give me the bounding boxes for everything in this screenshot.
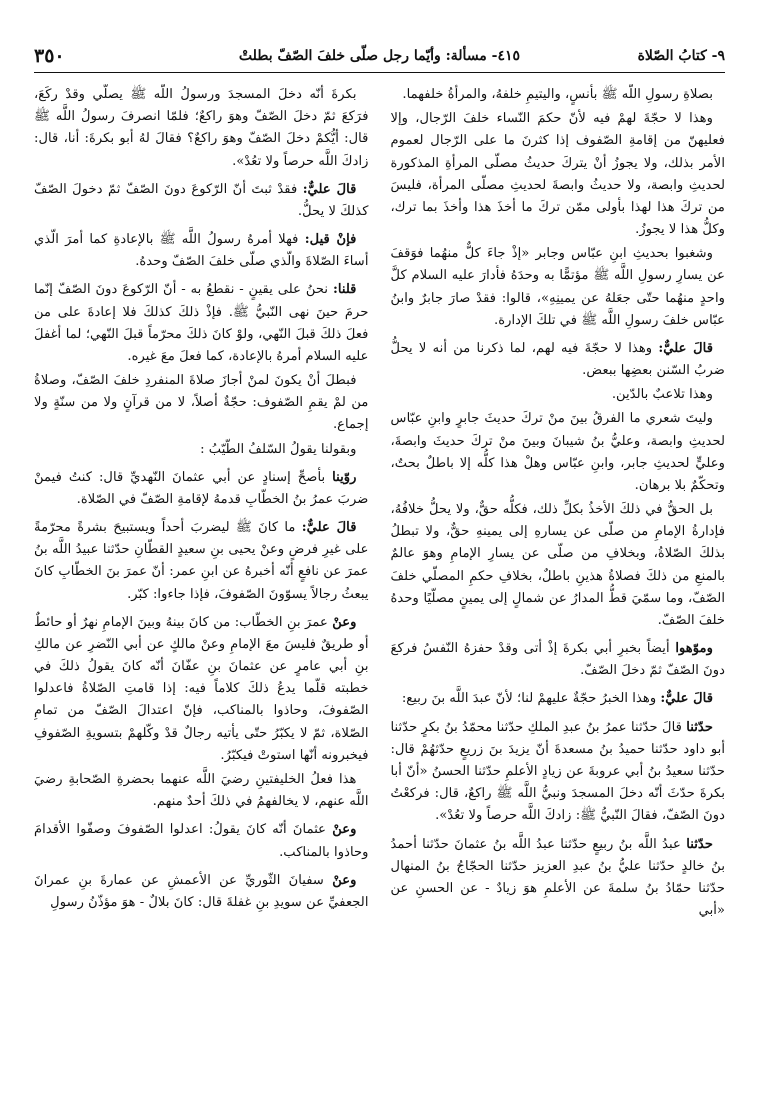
paragraph [391, 384, 726, 406]
paragraph-text: بصلاةِ رسولِ اللَّه ﷺ بأنسٍ، واليتيمِ خلفهُ، والمرأةُ خلفهما. [402, 87, 713, 102]
left-column [34, 84, 369, 1099]
paragraph-text: وشغبوا بحديثِ ابنِ عبّاس وجابر «إذْ جاءَ كلٌّ منهُما فوَقفَ عن يسارِ رسولِ اللَّه ﷺ مؤتمًّا به وحدَهُ فأدارَ عليه السلام كلَّ واحدٍ منهُما حتّى جعَلهُ عن يمينِهِ»، قالوا: فقدْ صارَ جابرٌ وابنُ عبّاس خلفَ رسولِ اللَّه ﷺ في تلكَ الإدارة. [390, 246, 725, 328]
paragraph [391, 338, 726, 382]
right-column [391, 84, 726, 1099]
paragraph-lead: وعنْ [332, 614, 357, 630]
issue-title: ٤١٥- مسألة: وأيّما رجل صلّى خلفَ الصّفّ بطلتْ [238, 48, 521, 64]
paragraph-text: وهذا لا حجّةَ لهمْ فيه لأنّ حكمَ النّساء خلفَ الرّجال، وإلا فعليهنّ من إقامةِ الصّفوف إذا كثرنَ ما على الرّجال لعموم الأمر بذلك، ولا يجوزُ أنْ يتركَ حديثُ مصلّى المرأةِ المذكورة لحديثِ وابصة، ولا حديثُ وابصةَ لحديثِ مصلّى المرأة، فليسَ من تركَ هذا لهذا بأولى ممّن تركَ ما أخذَ هذا وأخذَ بما ترك، وكلُّ هذا لا يجوزُ. [390, 111, 725, 238]
paragraph [391, 84, 726, 106]
paragraph [34, 179, 369, 223]
paragraph [34, 870, 369, 914]
paragraph-text: فهلا أمرهُ رسولُ اللَّه ﷺ بالإعادةِ كما أمرَ الّذي أساءَ الصّلاةَ والّذي صلّى خلفَ الصّفّ وحدهُ. [34, 232, 369, 270]
paragraph-text: عبدُ اللَّه بنُ ربيعٍ حدّثنا عبدُ اللَّه بنُ عثمانَ حدّثنا أحمدُ بنُ خالدٍ حدّثنا عليُّ بنُ عبدِ العزيز حدّثنا الحجّاجُ بنُ المنهال حدّثنا حمّادُ بنُ سلمةَ عن الأعلمِ هوَ زيادٌ - عن الحسنِ عن «أبي [390, 836, 725, 919]
paragraph-text: بكرةَ أنّه دخلَ المسجدَ ورسولُ اللَّه ﷺ يصلّي وقدْ ركَعَ، فرَكعَ ثمّ دخلَ الصّفّ وهوَ راكعٌ؛ فلمّا انصرفَ رسولُ اللَّه ﷺ قال: أيُّكمْ دخلَ الصّفّ وهوَ راكعٌ؟ فقالَ لهُ أبو بكرةَ: أنا، قال: زادكَ اللَّه حرصاً ولا تعُدْ». [34, 87, 369, 169]
paragraph-text: نحنُ على يقينٍ - نقطعُ به - أنّ الرّكوعَ دونَ الصّفّ إنّما حرمَ حينَ نهى النّبيُّ ﷺ. فإذْ ذلكَ كذلكَ فلا إعادةَ على من فعلَ ذلكَ قبلَ النّهي، ولوْ كانَ ذلكَ محرّماً قبلَ النّهي؛ لما أغفلَ عليه السلام أمرهُ بالإعادة، كما فعلَ معَ غيره. [34, 282, 369, 364]
paragraph [391, 688, 726, 710]
paragraph [391, 638, 726, 682]
paragraph [34, 819, 369, 863]
paragraph-text: عمرَ بنِ الخطّاب: من كانَ بينهُ وبينَ الإمامِ نهرٌ أو حائطٌ أو طريقٌ فليسَ معَ الإمامِ وعنْ مالكٍ عن أبي النّضرِ عن مالكِ بنِ أبي عامرٍ عن عثمانَ بنِ عفّانَ أنّه كانَ يقولُ ذلكَ في خطبته قلّما يدعُ ذلكَ كلاماً فيه: إذا قامتِ الصّلاةُ فاعدلوا الصّفوفَ، وحاذوا بالمناكب، فإنّ اعتدالَ الصّفّ من تمامِ الصّلاة، ثمّ لا يكبّرُ حتّى يأتيه رجالٌ قدْ وكّلهمْ بتسويةِ الصّفوفِ فيخبرونه أنّها استوتْ فيكبّرُ. [34, 614, 369, 763]
paragraph [34, 370, 369, 437]
paragraph-text: عثمانَ أنّه كانَ يقولُ: اعدلوا الصّفوفَ وصفّوا الأقدامَ وحاذوا بالمناكب. [34, 822, 369, 860]
running-head [34, 46, 725, 73]
paragraph-text: وهذا لا حجّةَ فيه لهم، لما ذكرنا من أنه لا يحلُّ ضربُ السّنن بعضِها ببعض. [390, 340, 725, 379]
paragraph [34, 612, 369, 767]
paragraph [391, 243, 726, 332]
paragraph-text: ما كانَ ﷺ ليضربَ أحداً ويستبيحَ بشرةً محرّمةً على غيرِ فرضٍ وعنْ يحيى بنِ سعيدٍ القطّانِ حدّثنا عبيدُ اللَّه بنُ عمرَ عن نافعٍ أنّه أخبرهُ عن ابنِ عمر: أنّ عمرَ بنَ الخطّابِ كانَ يبعثُ رجالاً يسوّونَ الصّفوفَ، فإذا جاءوا: كبّر. [34, 520, 369, 602]
paragraph-text: قالَ حدّثنا عمرُ بنُ عبدِ الملكِ حدّثنا محمّدُ بنُ بكرٍ حدّثنا أبو داود حدّثنا حميدُ بنُ مسعدةَ أنّ يزيدَ بنَ زريعٍ حدّثهُمْ قال: حدّثنا سعيدُ بنُ أبي عروبةَ عن زيادٍ الأعلمِ حدّثنا الحسنُ «أنّ أبا بكرةَ حدّثَ أنّه دخلَ المسجدَ ونبيُّ اللَّه ﷺ راكعٌ، قال: فركعْتُ دونَ الصّفّ، فقالَ النّبيُّ ﷺ: زادكَ اللَّه حرصاً ولا تعُدْ». [390, 719, 725, 824]
paragraph-lead: وعنْ [332, 872, 357, 888]
paragraph-text: بل الحقُّ في ذلكَ الأخذُ بكلِّ ذلك، فكلُّه حقٌّ، ولا يحلُّ خلافُهُ، فإدارةُ الإمامِ من صلّى عن يسارهِ إلى يمينهِ حقٌّ، ولا تبطلُ بذلكَ الصّلاةُ، وبخلافِ من صلّى عن يسارِ الإمامِ وهوَ عالمٌ بالمنعِ من ذلكَ فصلاةُ هذينِ باطلٌ، بخلافِ حكمِ المصلّي خلفَ الصّفّ، وما سمّيَ قطُّ المدارُ عن شمالٍ إلى يمينٍ مصلّيًا وحدهُ خلفَ الصّفّ. [390, 502, 725, 628]
paragraph-lead: قالَ عليٌّ: [660, 691, 713, 707]
paragraph-lead: روّينا [332, 469, 357, 485]
paragraph [391, 717, 726, 828]
chapter-title: ٩- كتابُ الصّلاة [637, 48, 725, 64]
paragraph-text: بأصحِّ إسنادٍ عن أبي عثمانَ النّهديِّ قال: كنتُ فيمنْ ضربَ عمرُ بنُ الخطّابِ قدمهُ لإقامةِ الصّفّ في الصّلاة. [34, 469, 369, 507]
paragraph [34, 467, 369, 511]
paragraph-text: أيضاً بخبرِ أبي بكرةَ إذْ أتى وقدْ حفزهُ النّفسُ فركعَ دونَ الصّفّ ثمّ دخلَ الصّفّ. [390, 641, 725, 679]
paragraph-text: وليتَ شعري ما الفرقُ بينَ منْ تركَ حديثَ جابرٍ وابنِ عبّاس لحديثِ وابصة، وعليُّ بنُ شيبانَ وبينَ منْ تركَ حديثَ وابصةَ، وعليٍّ لحديثِ جابر، وابنِ عبّاس وهلْ هذا كلُّه إلا باطلٌ بحتٌ، وتحكّمٌ بلا برهان. [390, 411, 725, 493]
paragraph-lead: وموّهوا [675, 641, 713, 657]
paragraph-lead: قلنا: [332, 282, 357, 298]
paragraph-text: سفيانَ الثّوريِّ عن الأعمشِ عن عمارةَ بنِ عمرانَ الجعفيِّ عن سويدِ بنِ غفلةَ قال: كانَ بلالٌ - هوَ مؤذّنُ رسولِ [34, 872, 369, 910]
paragraph-text: فقدْ ثبتَ أنّ الرّكوعَ دونَ الصّفّ ثمّ دخولَ الصّفّ كذلكَ لا يحلُّ. [34, 181, 369, 219]
paragraph-text: وبقولنا يقولُ السّلفُ الطّيّبُ : [200, 441, 357, 457]
paragraph-text: وهذا الخبرُ حجّةٌ عليهمْ لنا؛ لأنّ عبدَ اللَّه بنَ ربيع: [401, 691, 657, 707]
paragraph [391, 108, 726, 241]
paragraph [34, 84, 369, 173]
text-columns [34, 84, 725, 1099]
paragraph-lead: فإنْ قيل: [304, 232, 357, 248]
paragraph [34, 279, 369, 368]
paragraph-text: وهذا تلاعبٌ بالدّين. [611, 387, 713, 403]
page-number: ٣٥٠ [34, 45, 65, 67]
paragraph-text: فبطلَ أنْ يكونَ لمنْ أجازَ صلاةَ المنفردِ خلفَ الصّفّ، وصلاةُ من لمْ يقمِ الصّفوف: حجّةٌ أصلاً، لا من قرآنٍ ولا من سنّةٍ ولا إجماع. [34, 373, 369, 433]
paragraph [34, 439, 369, 461]
paragraph-text: هذا فعلُ الخليفتينِ رضيَ اللَّه عنهما بحضرةِ الصّحابةِ رضيَ اللَّه عنهم، لا يخالفهمُ في ذلكَ أحدٌ منهم. [34, 771, 369, 810]
paragraph [391, 834, 726, 923]
paragraph [34, 517, 369, 606]
paragraph-lead: حدّثنا [686, 719, 713, 735]
paragraph-lead: قالَ عليٌّ: [301, 520, 357, 536]
paragraph [34, 229, 369, 273]
paragraph-lead: قالَ عليٌّ: [658, 340, 713, 356]
paragraph [34, 769, 369, 813]
paragraph-lead: قالَ عليٌّ: [302, 181, 357, 197]
paragraph [391, 499, 726, 632]
paragraph-lead: حدّثنا [686, 836, 713, 852]
paragraph [391, 408, 726, 497]
paragraph-lead: وعنْ [332, 822, 357, 838]
